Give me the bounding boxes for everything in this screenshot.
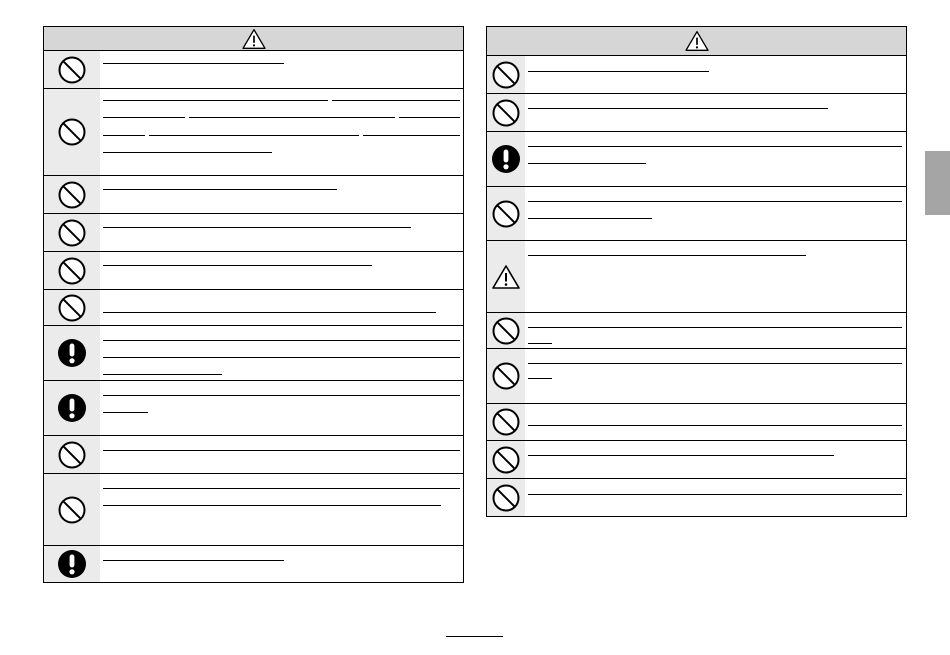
icon-cell [44, 252, 100, 289]
table-row [487, 349, 906, 404]
icon-cell [487, 56, 525, 93]
caution-triangle-icon [491, 264, 521, 290]
table-row [44, 89, 463, 176]
prohibition-icon [57, 293, 87, 323]
icon-cell [487, 404, 525, 440]
table-row [44, 546, 463, 582]
left-table-header [44, 27, 463, 51]
row-text [100, 89, 463, 175]
prohibition-icon [57, 495, 87, 525]
row-text [525, 313, 906, 348]
icon-cell [44, 326, 100, 380]
row-text [100, 546, 463, 582]
left-warning-table [43, 26, 464, 583]
icon-cell [487, 441, 525, 478]
prohibition-icon [491, 60, 521, 90]
table-row [44, 381, 463, 436]
page-number-rule [446, 636, 503, 637]
row-text [525, 56, 906, 93]
prohibition-icon [57, 440, 87, 470]
table-row [487, 187, 906, 241]
table-row [487, 313, 906, 349]
row-text [100, 381, 463, 435]
mandatory-exclamation-icon [57, 393, 87, 423]
prohibition-icon [57, 117, 87, 147]
table-row [44, 214, 463, 252]
right-warning-table [486, 26, 907, 517]
row-text [100, 51, 463, 88]
table-row [44, 474, 463, 546]
right-table-header [487, 27, 906, 56]
icon-cell [44, 436, 100, 473]
side-thumb-tab [925, 151, 950, 215]
icon-cell [44, 474, 100, 545]
table-row [44, 290, 463, 326]
row-text [525, 404, 906, 440]
prohibition-icon [57, 55, 87, 85]
icon-cell [44, 290, 100, 325]
icon-cell [44, 381, 100, 435]
prohibition-icon [57, 218, 87, 248]
prohibition-icon [491, 445, 521, 475]
row-text [100, 436, 463, 473]
row-text [100, 474, 463, 545]
table-row [44, 436, 463, 474]
icon-cell [44, 214, 100, 251]
table-row [487, 241, 906, 313]
table-row [487, 404, 906, 441]
prohibition-icon [57, 256, 87, 286]
icon-cell [487, 187, 525, 240]
icon-cell [44, 89, 100, 175]
prohibition-icon [57, 180, 87, 210]
icon-cell [44, 51, 100, 88]
row-text [525, 349, 906, 403]
table-row [487, 441, 906, 479]
row-text [100, 252, 463, 289]
icon-cell [487, 313, 525, 348]
table-row [487, 132, 906, 187]
icon-cell [487, 94, 525, 131]
icon-cell [487, 479, 525, 516]
table-row [44, 252, 463, 290]
icon-cell [487, 349, 525, 403]
prohibition-icon [491, 316, 521, 346]
table-row [44, 51, 463, 89]
table-row [44, 326, 463, 381]
table-row [487, 56, 906, 94]
icon-cell [44, 546, 100, 582]
mandatory-exclamation-icon [57, 549, 87, 579]
warning-triangle-icon [684, 30, 710, 52]
row-text [100, 326, 463, 380]
row-text [525, 479, 906, 516]
row-text [100, 214, 463, 251]
mandatory-exclamation-icon [57, 338, 87, 368]
table-row [487, 479, 906, 516]
icon-cell [487, 241, 525, 312]
row-text [100, 176, 463, 213]
prohibition-icon [491, 199, 521, 229]
warning-triangle-icon [241, 28, 267, 50]
mandatory-exclamation-icon [491, 144, 521, 174]
icon-cell [487, 132, 525, 186]
prohibition-icon [491, 361, 521, 391]
row-text [525, 187, 906, 240]
row-text [525, 132, 906, 186]
prohibition-icon [491, 98, 521, 128]
prohibition-icon [491, 407, 521, 437]
row-text [525, 241, 906, 312]
prohibition-icon [491, 483, 521, 513]
table-row [44, 176, 463, 214]
row-text [525, 441, 906, 478]
icon-cell [44, 176, 100, 213]
row-text [525, 94, 906, 131]
row-text [100, 290, 463, 325]
table-row [487, 94, 906, 132]
